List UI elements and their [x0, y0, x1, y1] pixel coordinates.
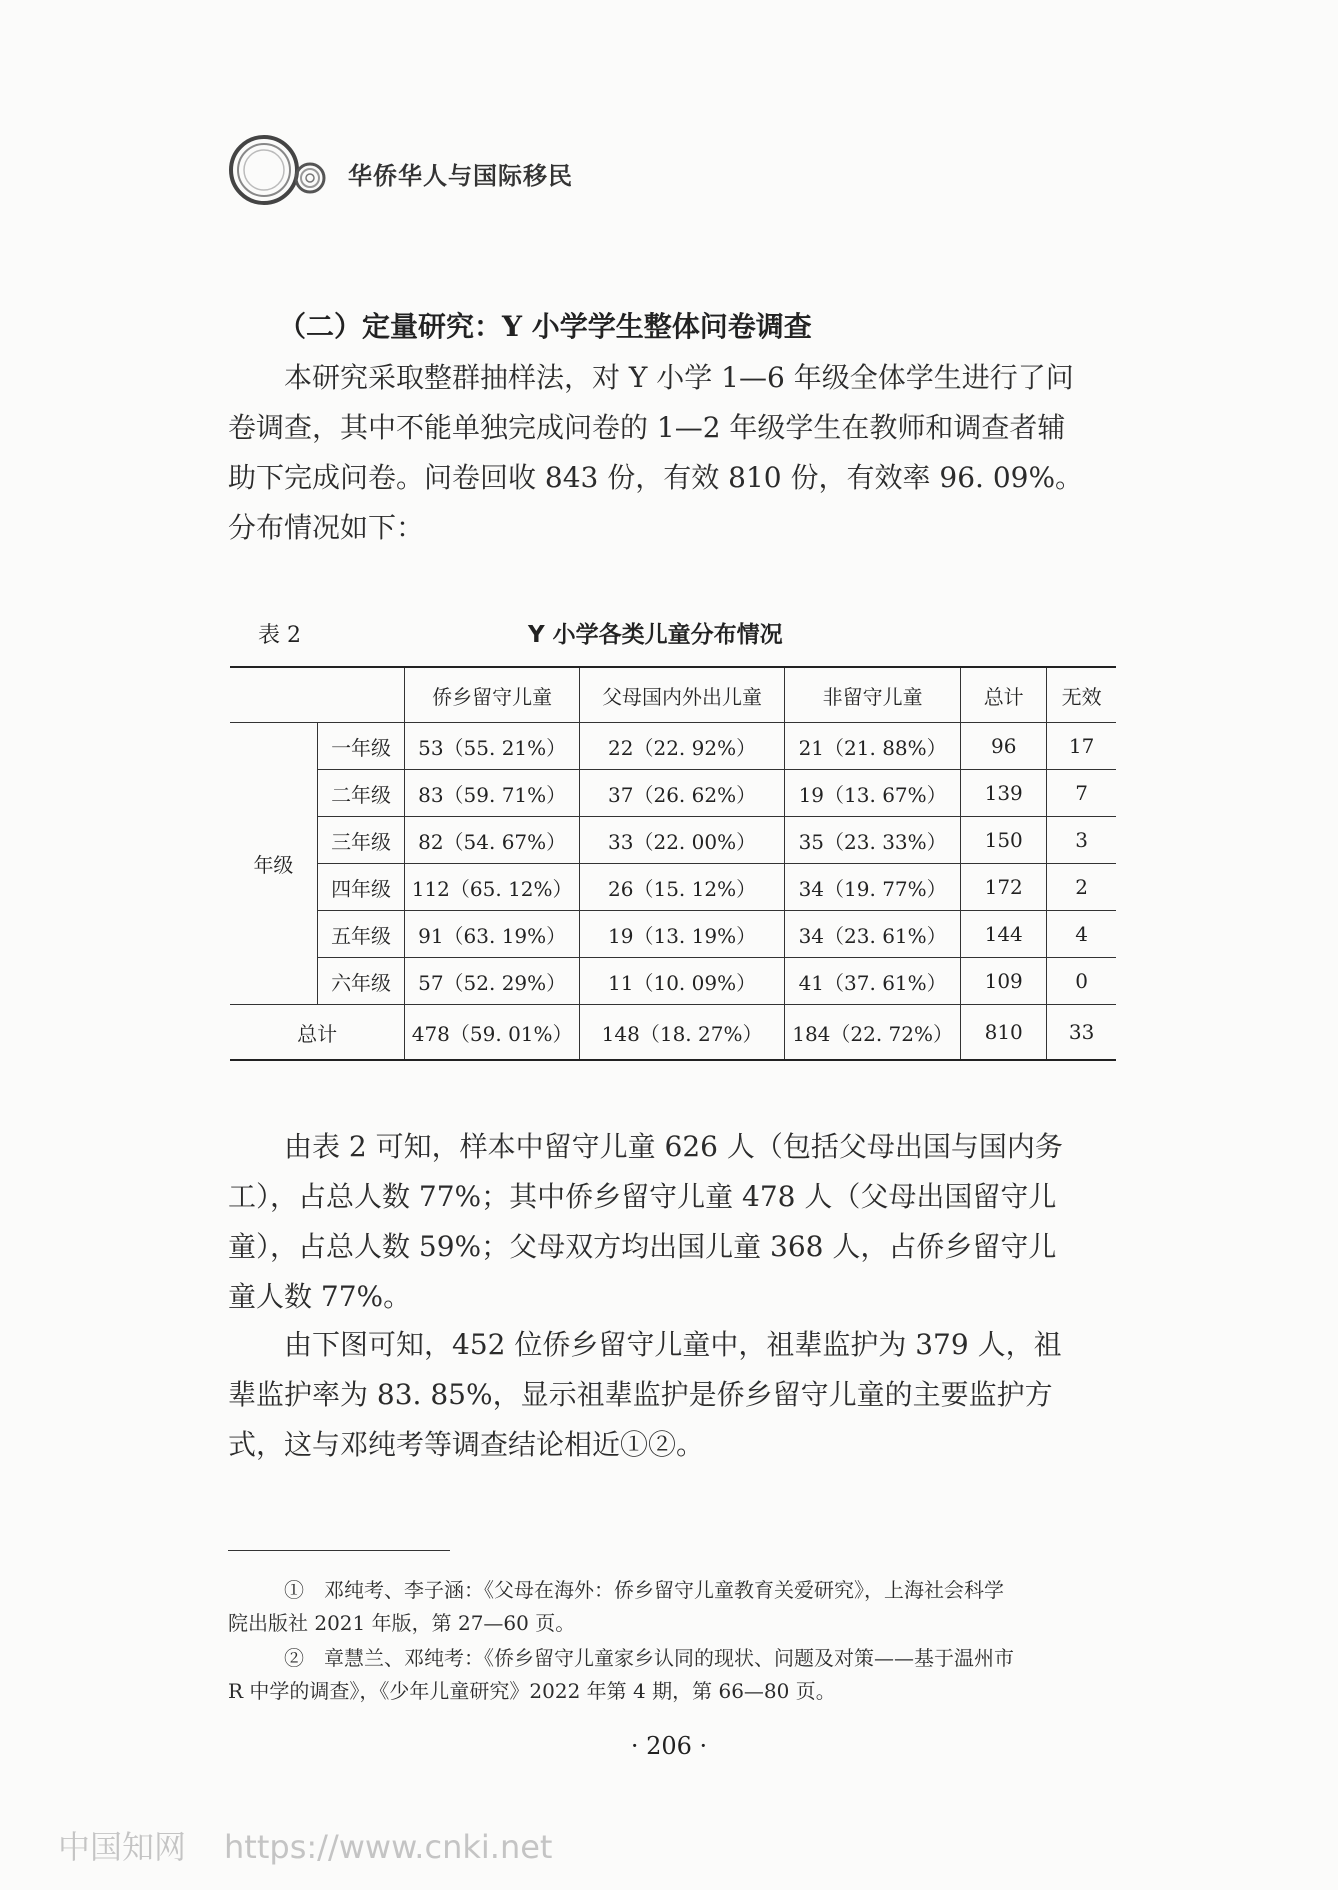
- data-cell: 17: [1047, 723, 1116, 770]
- data-cell: 96: [961, 723, 1047, 770]
- data-cell: 21（21. 88%）: [785, 723, 961, 770]
- grade-cell: 六年级: [317, 958, 404, 1005]
- table-row: [230, 911, 1116, 958]
- text-line: 童人数 77%。: [228, 1280, 412, 1313]
- data-cell: 34（23. 61%）: [785, 911, 961, 958]
- data-cell: 109: [961, 958, 1047, 1005]
- data-cell: 172: [961, 864, 1047, 911]
- data-cell: 33: [1047, 1005, 1116, 1061]
- page-number: · 206 ·: [630, 1732, 708, 1760]
- data-cell: 11（10. 09%）: [580, 958, 785, 1005]
- data-cell: 0: [1047, 958, 1116, 1005]
- footnote-1: [228, 1574, 1116, 1640]
- table-total-row: [230, 1005, 1116, 1061]
- text-line: R 中学的调查》，《少年儿童研究》2022 年第 4 期，第 66—80 页。: [228, 1679, 836, 1703]
- text-line: ② 章慧兰、邓纯考：《侨乡留守儿童家乡认同的现状、问题及对策——基于温州市: [284, 1646, 1014, 1670]
- data-cell: 4: [1047, 911, 1116, 958]
- data-cell: 112（65. 12%）: [405, 864, 580, 911]
- table-row: [230, 958, 1116, 1005]
- data-cell: 22（22. 92%）: [580, 723, 785, 770]
- text-line: 本研究采取整群抽样法，对 Y 小学 1—6 年级全体学生进行了问: [284, 361, 1074, 394]
- data-cell: 144: [961, 911, 1047, 958]
- text-line: 院出版社 2021 年版，第 27—60 页。: [228, 1611, 576, 1635]
- data-cell: 83（59. 71%）: [405, 770, 580, 817]
- data-cell: 7: [1047, 770, 1116, 817]
- data-cell: 150: [961, 817, 1047, 864]
- watermark: [58, 1822, 552, 1868]
- grade-cell: 四年级: [317, 864, 404, 911]
- text-line: 助下完成问卷。问卷回收 843 份，有效 810 份，有效率 96. 09%。: [228, 461, 1084, 494]
- data-cell: 26（15. 12%）: [580, 864, 785, 911]
- table-row: [230, 723, 1116, 770]
- header-cell: 非留守儿童: [785, 667, 961, 723]
- data-cell: 3: [1047, 817, 1116, 864]
- data-cell: 82（54. 67%）: [405, 817, 580, 864]
- footnote-divider: [228, 1550, 450, 1551]
- data-cell: 148（18. 27%）: [580, 1005, 785, 1061]
- table-row: [230, 864, 1116, 911]
- rings-logo-icon: [228, 130, 348, 210]
- header-title: 华侨华人与国际移民: [348, 162, 573, 190]
- header-cell: [230, 667, 405, 723]
- data-cell: 33（22. 00%）: [580, 817, 785, 864]
- table-row: [230, 770, 1116, 817]
- header-cell: 无效: [1047, 667, 1116, 723]
- data-cell: 184（22. 72%）: [785, 1005, 961, 1061]
- watermark-brand: 中国知网: [58, 1828, 187, 1866]
- group-label-cell: 年级: [230, 723, 317, 1005]
- table-label: 表 2: [258, 623, 301, 648]
- text-line: ① 邓纯考、李子涵：《父母在海外：侨乡留守儿童教育关爱研究》，上海社会科学: [284, 1578, 1004, 1602]
- text-line: 辈监护率为 83. 85%，显示祖辈监护是侨乡留守儿童的主要监护方: [228, 1378, 1053, 1411]
- text-line: 由表 2 可知，样本中留守儿童 626 人（包括父母出国与国内务: [284, 1130, 1063, 1163]
- table-row: [230, 817, 1116, 864]
- data-cell: 53（55. 21%）: [405, 723, 580, 770]
- data-cell: 810: [961, 1005, 1047, 1061]
- data-cell: 19（13. 67%）: [785, 770, 961, 817]
- data-cell: 2: [1047, 864, 1116, 911]
- data-cell: 478（59. 01%）: [405, 1005, 580, 1061]
- grade-cell: 二年级: [317, 770, 404, 817]
- data-cell: 34（19. 77%）: [785, 864, 961, 911]
- header-cell: 侨乡留守儿童: [405, 667, 580, 723]
- data-cell: 91（63. 19%）: [405, 911, 580, 958]
- header-cell: 父母国内外出儿童: [580, 667, 785, 723]
- paragraph-guardianship: [228, 1320, 1116, 1470]
- total-label-cell: 总计: [230, 1005, 405, 1061]
- text-line: 工），占总人数 77%；其中侨乡留守儿童 478 人（父母出国留守儿: [228, 1180, 1057, 1213]
- table-title: Y 小学各类儿童分布情况: [528, 622, 783, 648]
- data-cell: 35（23. 33%）: [785, 817, 961, 864]
- header-cell: 总计: [961, 667, 1047, 723]
- text-line: 分布情况如下：: [228, 511, 425, 544]
- text-line: 卷调查，其中不能单独完成问卷的 1—2 年级学生在教师和调查者辅: [228, 411, 1066, 444]
- running-header: [228, 130, 928, 220]
- grade-cell: 五年级: [317, 911, 404, 958]
- watermark-url: https://www.cnki.net: [224, 1828, 553, 1866]
- paragraph-intro: [228, 353, 1116, 553]
- grade-cell: 三年级: [317, 817, 404, 864]
- text-line: 童），占总人数 59%；父母双方均出国儿童 368 人，占侨乡留守儿: [228, 1230, 1057, 1263]
- footnote-2: [228, 1642, 1116, 1708]
- data-cell: 19（13. 19%）: [580, 911, 785, 958]
- text-line: 由下图可知，452 位侨乡留守儿童中，祖辈监护为 379 人，祖: [284, 1328, 1062, 1361]
- data-cell: 37（26. 62%）: [580, 770, 785, 817]
- data-cell: 139: [961, 770, 1047, 817]
- text-line: 式，这与邓纯考等调查结论相近①②。: [228, 1428, 705, 1461]
- distribution-table: [230, 666, 1116, 1061]
- paragraph-findings: [228, 1122, 1116, 1322]
- table-header-row: [230, 667, 1116, 723]
- data-cell: 57（52. 29%）: [405, 958, 580, 1005]
- data-cell: 41（37. 61%）: [785, 958, 961, 1005]
- section-heading: （二）定量研究：Y 小学学生整体问卷调查: [278, 310, 812, 343]
- grade-cell: 一年级: [317, 723, 404, 770]
